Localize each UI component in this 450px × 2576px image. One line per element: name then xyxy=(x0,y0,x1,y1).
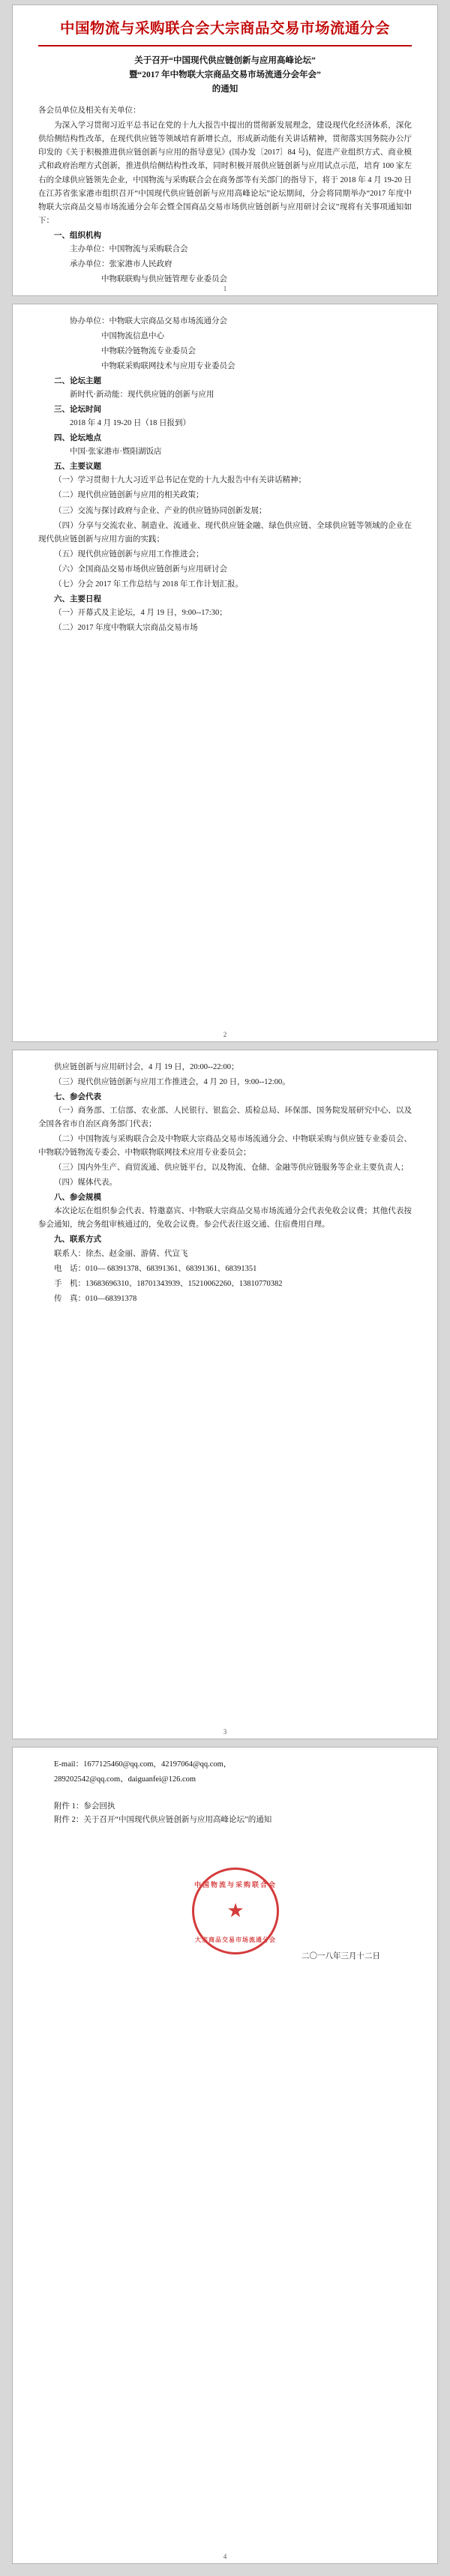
p2-topic-3: （三）交流与探讨政府与企业、产业的供应链协同创新发展； xyxy=(54,506,267,515)
p2-venue: 中国·张家港市·暨阳湖饭店 xyxy=(70,448,162,457)
p2-line-3: 中物联冷链物流专业委员会 xyxy=(101,347,196,355)
page-title-line-3: 的通知 xyxy=(212,85,238,94)
p2-topic-1: （一）学习贯彻十九大习近平总书记在党的十九大报告中有关讲话精神； xyxy=(54,476,306,485)
seal-star-icon: ★ xyxy=(226,1900,244,1922)
masthead-title: 中国物流与采购联合会大宗商品交易市场流通分会 xyxy=(59,21,390,37)
p4-email-1: E-mail：1677125460@qq.com，42197064@qq.com， xyxy=(54,1760,232,1769)
attachment-1: 附件 1：参会回执 xyxy=(54,1802,116,1811)
p2-topic-5: （五）现代供应链创新与应用工作推进会； xyxy=(54,550,204,559)
p2-time: 2018 年 4 月 19-20 日（18 日报到） xyxy=(70,419,190,428)
p3-delegate-3: （三）国内外生产、商贸流通、供应链平台，以及物流、仓储、金融等供应链服务等企业主要负责人； xyxy=(54,1164,409,1173)
p3-delegate-2: （二）中国物流与采购联合会及中物联大宗商品交易市场流通分会、中物联采购与供应链专业委员会、中物联冷链物流专委会、中物联物联网技术应用专业委员会； xyxy=(38,1135,412,1158)
p2-agenda-2: （二）2017 年度中物联大宗商品交易市场 xyxy=(54,623,198,632)
section-heading-4: 四、论坛地点 xyxy=(54,434,101,443)
seal-top-text: 中国物流与采购联合会 xyxy=(194,1881,278,1889)
p2-line-4: 中物联采购联网技术与应用专业委员会 xyxy=(101,362,236,371)
section-heading-6: 六、主要日程 xyxy=(54,595,101,604)
page-title-line-1: 关于召开“中国现代供应链创新与应用高峰论坛” xyxy=(134,56,316,66)
section-heading-9: 九、联系方式 xyxy=(54,1236,101,1245)
seal-bottom-text: 大宗商品交易市场流通分会 xyxy=(195,1936,276,1944)
p2-theme: 新时代·新动能：现代供应链的创新与应用 xyxy=(70,391,214,400)
p2-topic-7: （七）分会 2017 年工作总结与 2018 年工作计划汇报。 xyxy=(54,580,243,589)
attachment-2: 附件 2：关于召开“中国现代供应链创新与应用高峰论坛”的通知 xyxy=(54,1816,272,1825)
p2-topic-2: （二）现代供应链创新与应用的相关政策； xyxy=(54,491,204,500)
p3-agenda-3: （三）现代供应链创新与应用工作推进会，4 月 20 日，9:00--12:00。 xyxy=(54,1077,290,1086)
p3-contact-mobile: 手 机：13683696310、18701343939、15210062260、13810770382 xyxy=(54,1279,283,1288)
p2-agenda-1: （一）开幕式及主论坛，4 月 19 日，9:00--17:30； xyxy=(54,608,227,617)
p3-contact-phone: 电 话：010— 68391378、68391361、68391361、68391351 xyxy=(54,1264,257,1273)
section-heading-5: 五、主要议题 xyxy=(54,463,101,472)
document-page-3 xyxy=(12,1050,438,1739)
body-paragraph: 为深入学习贯彻习近平总书记在党的十九大报告中提出的贯彻新发展理念，建设现代化经济体系，深化供给侧结构性改革，在现代供应链等领域培育新增长点，形成新动能有关讲话精神，贯彻落实国务院办公厅印发的《关于积极推进供应链创新与应用的指导意见》(国办发〔2017〕84 号)，促进产业组织方式、商业模式和政府治理方式创新，推进供给侧结构性改革，同时积极开展供应链创新与应用试点示范，培育 100 家左右的全球供应链领先企业，中国物流与采购联合会在商务部等有关部门的指导下，将于 2018 年 4 月 19-20 日在江苏省张家港市组织召开“中国现代供应链创新与应用高峰论坛”论坛期间，分会将同期举办“2017 年度中物联大宗商品交易市场流通分会年会暨全国商品交易市场供应链创新与应用研讨会议”现将有关事项通知如下： xyxy=(38,121,412,225)
page-number-1: 1 xyxy=(223,284,227,292)
page-title xyxy=(49,54,401,97)
page-number-3: 3 xyxy=(223,1727,227,1736)
section-heading-7: 七、参会代表 xyxy=(54,1093,101,1101)
p3-contact-fax: 传 真：010—68391378 xyxy=(54,1294,137,1303)
document-page-1 xyxy=(12,4,438,296)
document-page-2 xyxy=(12,304,438,1042)
section-heading-1: 一、组织机构 xyxy=(54,231,101,240)
section-heading-8: 八、参会规模 xyxy=(54,1194,101,1203)
document-page-4 xyxy=(12,1747,438,2564)
page-title-line-2: 暨“2017 年中物联大宗商品交易市场流通分会年会” xyxy=(129,70,321,80)
official-seal-icon xyxy=(192,1868,279,1954)
section-heading-2: 二、论坛主题 xyxy=(54,377,101,386)
page-number-4: 4 xyxy=(223,2552,227,2560)
p2-topic-6: （六）全国商品交易市场供应链创新与应用研讨会 xyxy=(54,565,227,574)
p3-contact-person: 联系人：徐杰、赵金丽、游倩、代宣飞 xyxy=(54,1249,188,1258)
p3-delegate-1: （一）商务部、工信部、农业部、人民银行、银监会、质检总局、环保部、国务院发展研究中心、以及全国各省市自治区商务部门代表； xyxy=(38,1107,412,1129)
signature-area xyxy=(38,1841,412,1983)
salutation: 各会员单位及相关有关单位： xyxy=(38,106,141,115)
masthead-divider xyxy=(38,45,412,46)
p2-line-1: 协办单位：中物联大宗商品交易市场流通分会 xyxy=(70,316,227,325)
p3-scale: 本次论坛在组织参会代表、特邀嘉宾、中物联大宗商品交易市场流通分会代表免收会议费；其他代表按参会通知，统会务组审核通过的，免收会议费。参会代表往返交通、住宿费用自理。 xyxy=(38,1207,412,1230)
p3-agenda-cont: 供应链创新与应用研讨会，4 月 19 日，20:00--22:00； xyxy=(54,1062,239,1071)
page-number-2: 2 xyxy=(223,1030,227,1038)
p3-delegate-4: （四）媒体代表。 xyxy=(54,1179,117,1188)
p2-line-2: 中国物流信息中心 xyxy=(101,331,164,340)
section-1-line-1: 主办单位：中国物流与采购联合会 xyxy=(70,244,188,253)
p4-email-2: 289202542@qq.com、daiguanfei@126.com xyxy=(54,1775,196,1784)
section-heading-3: 三、论坛时间 xyxy=(54,406,101,415)
signature-date: 二〇一八年三月十二日 xyxy=(302,1952,380,1961)
section-1-line-2: 承办单位：张家港市人民政府 xyxy=(70,259,172,268)
section-1-line-3: 中物联联购与供应链管理专业委员会 xyxy=(101,274,227,283)
p2-topic-4: （四）分享与交流农业、制造业、流通业、现代供应链金融、绿色供应链、全球供应链等领域的企业在现代供应链创新与应用方面的实践； xyxy=(38,521,412,544)
